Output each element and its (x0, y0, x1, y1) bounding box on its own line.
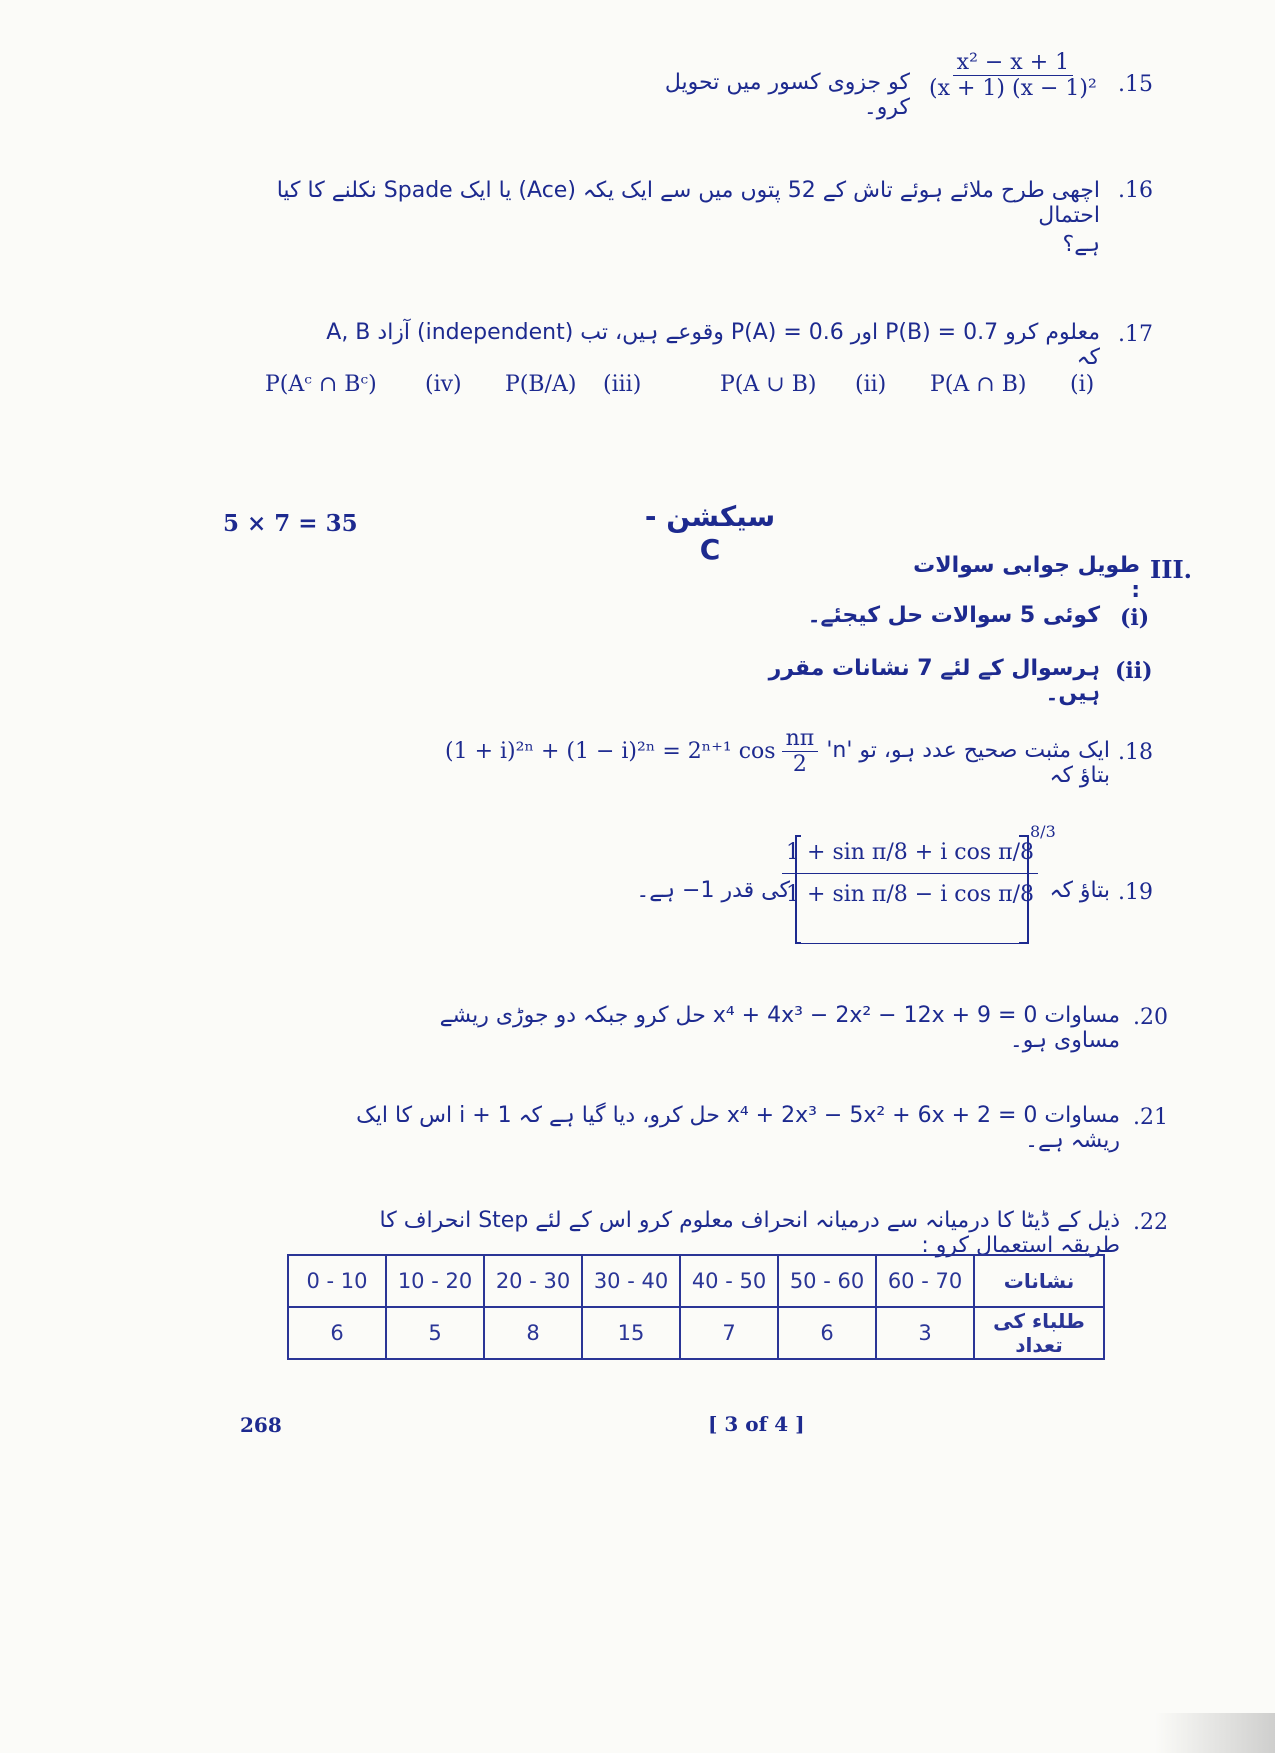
frequency-table (287, 1254, 1105, 1360)
q17-part-ii-roman: (ii) (855, 372, 887, 397)
q22-text: ذیل کے ڈیٹا کا درمیانہ سے درمیانہ انحراف معلوم کرو اس کے لئے Step انحراف کا طریقہ استعمال کرو : (379, 1208, 1120, 1258)
instruction-1-roman: (i) (1120, 605, 1150, 631)
table-cell: 3 (876, 1307, 974, 1359)
table-cell: 5 (386, 1307, 484, 1359)
q19-denominator: 1 + sin π/8 − i cos π/8 (786, 882, 1034, 908)
q16-number: .16 (1118, 178, 1153, 203)
q18-equation (445, 726, 818, 778)
q17-part-i-roman: (i) (1070, 372, 1095, 397)
q17-part-i: P(A ∩ B) (930, 372, 1027, 397)
table-cell: 6 (288, 1307, 386, 1359)
table-cell: 15 (582, 1307, 680, 1359)
table-row (288, 1255, 1104, 1307)
q18-frac-num: nπ (782, 726, 819, 752)
q17-part-iii: P(B/A) (505, 372, 577, 397)
q15-numerator: x² − x + 1 (953, 50, 1073, 76)
table-cell: 0 - 10 (288, 1255, 386, 1307)
section-roman: III. (1150, 555, 1193, 584)
q20-number: .20 (1133, 1005, 1168, 1030)
q18-frac-den: 2 (792, 752, 807, 778)
q17-number: .17 (1118, 322, 1153, 347)
table-cell: 50 - 60 (778, 1255, 876, 1307)
q18-lhs: (1 + i)²ⁿ + (1 − i)²ⁿ = 2ⁿ⁺¹ cos (445, 739, 776, 765)
instruction-2-roman: (ii) (1115, 658, 1153, 684)
q17-part-iii-roman: (iii) (603, 372, 642, 397)
q17-text: A, B آزاد (independent) وقوعے ہیں، تب P(A) = 0.6 اور P(B) = 0.7 معلوم کرو کہ (326, 320, 1100, 370)
q21-text: مساوات x⁴ + 2x³ − 5x² + 6x + 2 = 0 حل کرو، دیا گیا ہے کہ 1 + i اس کا ایک ریشہ ہے۔ (356, 1103, 1120, 1153)
table-cell: 30 - 40 (582, 1255, 680, 1307)
q17-part-iv: P(Aᶜ ∩ Bᶜ) (265, 372, 377, 397)
q15-denominator: (x + 1) (x − 1)² (929, 76, 1097, 102)
instruction-1: کوئی 5 سوالات حل کیجئے۔ (807, 603, 1100, 628)
section-title: سیکشن - C (644, 500, 776, 566)
scan-shadow (1155, 1713, 1275, 1753)
table-cell: 20 - 30 (484, 1255, 582, 1307)
table-cell: 60 - 70 (876, 1255, 974, 1307)
page-indicator: [ 3 of 4 ] (708, 1412, 805, 1436)
table-cell: 10 - 20 (386, 1255, 484, 1307)
q15-fraction (925, 50, 1101, 102)
q19-suffix: کی قدر 1− ہے۔ (636, 878, 790, 903)
q21-number: .21 (1133, 1105, 1168, 1130)
q17-part-iv-roman: (iv) (425, 372, 462, 397)
table-cell: 8 (484, 1307, 582, 1359)
q16-line1: اچھی طرح ملائے ہوئے تاش کے 52 پتوں میں سے ایک یکہ (Ace) یا ایک Spade نکلنے کا کیا احتمال (276, 178, 1100, 228)
table-row-label: طلباء کی تعداد (974, 1307, 1104, 1359)
q18-text: 'n' ایک مثبت صحیح عدد ہو، تو بتاؤ کہ (826, 738, 1110, 788)
q22-number: .22 (1133, 1210, 1168, 1235)
table-cell: 7 (680, 1307, 778, 1359)
q20-text: مساوات x⁴ + 4x³ − 2x² − 12x + 9 = 0 حل کرو جبکہ دو جوڑی ریشے مساوی ہو۔ (439, 1003, 1120, 1053)
q17-part-ii: P(A ∪ B) (720, 372, 817, 397)
table-row-label: نشانات (974, 1255, 1104, 1307)
table-cell: 40 - 50 (680, 1255, 778, 1307)
section-heading: طویل جوابی سوالات : (913, 553, 1140, 603)
q19-numerator: 1 + sin π/8 + i cos π/8 (782, 840, 1038, 874)
q19-exponent: 8/3 (1030, 822, 1056, 841)
q19-number: .19 (1118, 880, 1153, 905)
q19-prefix: بتاؤ کہ (1049, 878, 1110, 903)
q16-line2: ہے؟ (1062, 232, 1100, 257)
q18-number: .18 (1118, 740, 1153, 765)
table-row (288, 1307, 1104, 1359)
table-cell: 6 (778, 1307, 876, 1359)
q19-fraction (786, 840, 1034, 908)
q15-text: کو جزوی کسور میں تحویل کرو۔ (664, 70, 910, 120)
section-marks: 5 × 7 = 35 (223, 510, 358, 537)
page-number: 268 (240, 1413, 282, 1437)
instruction-2: ہرسوال کے لئے 7 نشانات مقرر ہیں۔ (768, 656, 1100, 706)
q15-number: .15 (1118, 72, 1153, 97)
